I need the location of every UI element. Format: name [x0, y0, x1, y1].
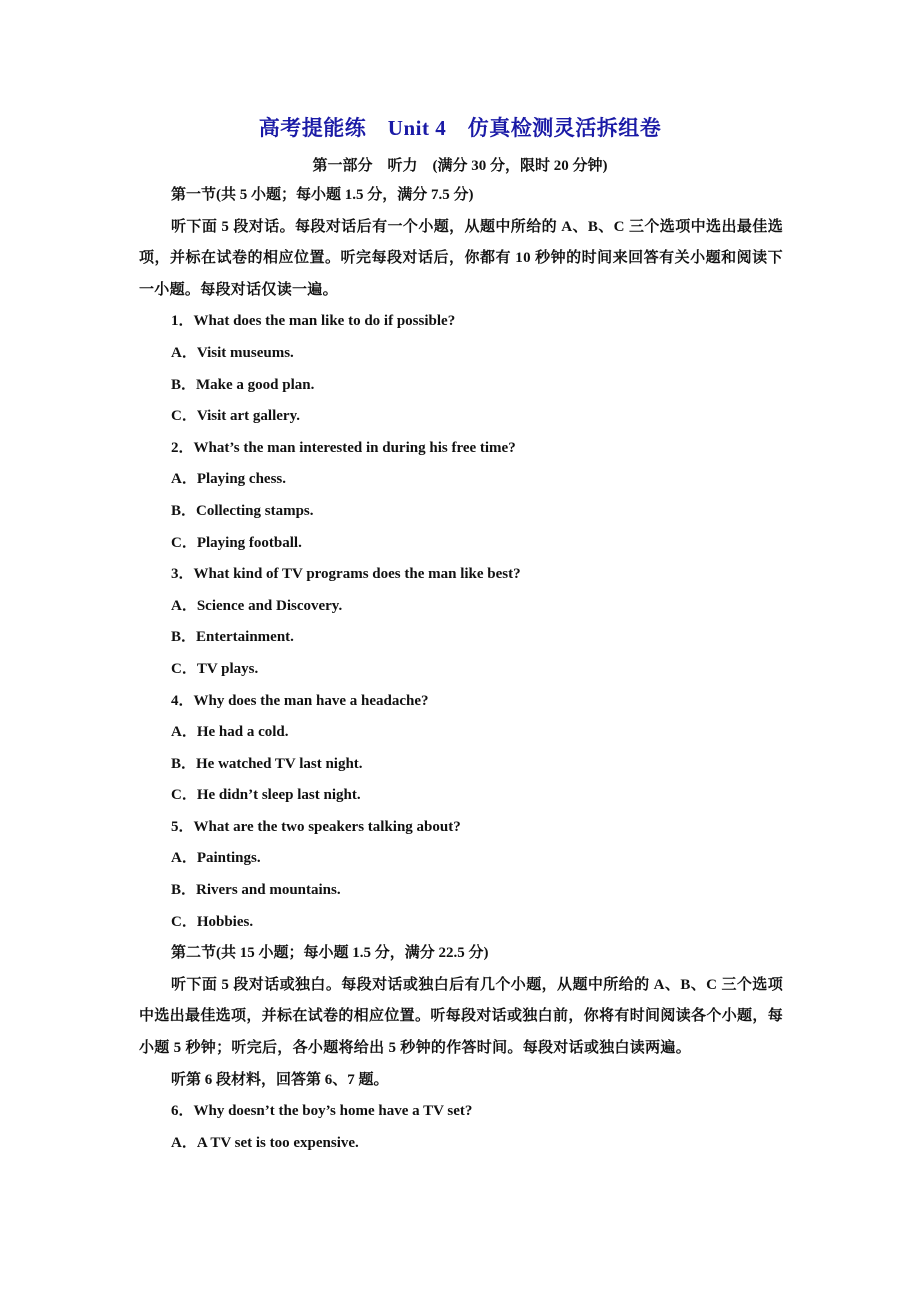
material-note: 听第 6 段材料，回答第 6、7 题。: [171, 1071, 389, 1088]
question-2-option-b: B．Collecting stamps.: [171, 502, 314, 519]
document-body: [139, 180, 783, 1159]
section1-instructions: 听下面 5 段对话。每段对话后有一个小题，从题中所给的 A、B、C 三个选项中选出最佳选项，并标在试卷的相应位置。听完每段对话后，你都有 10 秒钟的时间来回答有关小题和阅读下一小题。每段对话仅读一遍。: [139, 218, 783, 298]
question-1-option-c: C．Visit art gallery.: [171, 408, 301, 425]
part-subtitle: 第一部分 听力 (满分 30 分，限时 20 分钟): [312, 158, 608, 174]
question-1-option-a: A．Visit museums.: [171, 344, 294, 361]
question-1-option-b: B．Make a good plan.: [171, 376, 315, 393]
question-2: 2．What’s the man interested in during his free time?: [171, 439, 516, 456]
question-1: 1．What does the man like to do if possible?: [171, 313, 456, 330]
section2-heading: 第二节(共 15 小题；每小题 1.5 分，满分 22.5 分): [171, 945, 489, 962]
question-5-option-c: C．Hobbies.: [171, 913, 254, 930]
question-6: 6．Why doesn’t the boy’s home have a TV set?: [171, 1103, 473, 1120]
question-5-option-a: A．Paintings.: [171, 850, 261, 867]
question-2-option-a: A．Playing chess.: [171, 471, 287, 488]
question-4-option-c: C．He didn’t sleep last night.: [171, 787, 361, 804]
question-3-option-a: A．Science and Discovery.: [171, 597, 343, 614]
question-3: 3．What kind of TV programs does the man like best?: [171, 566, 521, 583]
section1-heading: 第一节(共 5 小题；每小题 1.5 分，满分 7.5 分): [171, 187, 474, 203]
question-4-option-a: A．He had a cold.: [171, 724, 289, 741]
question-4: 4．Why does the man have a headache?: [171, 692, 429, 709]
question-6-option-a: A．A TV set is too expensive.: [171, 1134, 359, 1151]
section2-instructions: 听下面 5 段对话或独白。每段对话或独白后有几个小题，从题中所给的 A、B、C 三个选项中选出最佳选项，并标在试卷的相应位置。听每段对话或独白前，你将有时间阅读各个小题，每小题 5 秒钟；听完后，各小题将给出 5 秒钟的作答时间。每段对话或独白读两遍。: [139, 976, 783, 1057]
question-2-option-c: C．Playing football.: [171, 534, 302, 551]
question-5-option-b: B．Rivers and mountains.: [171, 882, 341, 899]
document-title: 高考提能练 Unit 4 仿真检测灵活拆组卷: [258, 116, 662, 140]
question-3-option-c: C．TV plays.: [171, 660, 259, 677]
question-3-option-b: B．Entertainment.: [171, 629, 294, 646]
question-4-option-b: B．He watched TV last night.: [171, 755, 363, 772]
question-5: 5．What are the two speakers talking about?: [171, 818, 461, 835]
